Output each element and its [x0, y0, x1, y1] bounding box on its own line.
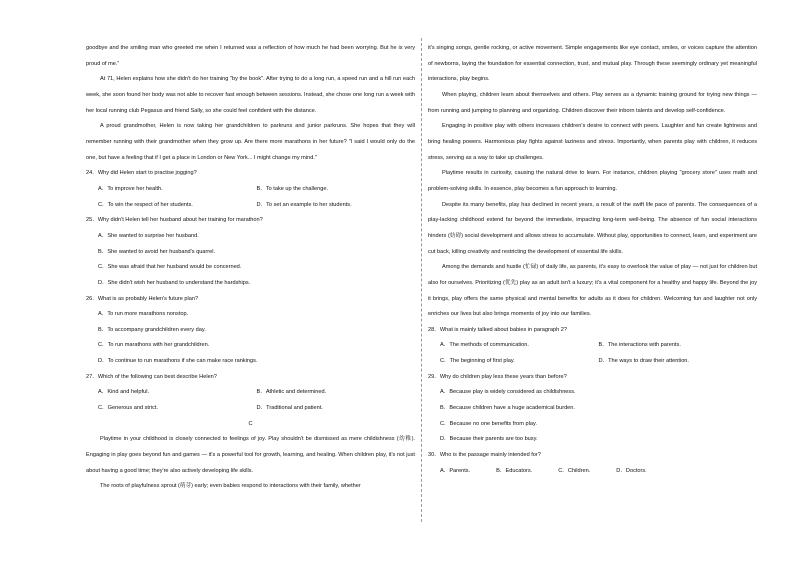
option-c[interactable]: C．Because no one benefits from play.: [440, 420, 537, 427]
question-options: [86, 229, 415, 292]
option-b[interactable]: B．Educators.: [496, 467, 533, 474]
option-b[interactable]: B．She wanted to avoid her husband's quarrel.: [98, 248, 216, 255]
question-options: [428, 385, 757, 448]
section-label: C: [248, 420, 253, 427]
option-d[interactable]: D．To set an example to her students.: [256, 201, 352, 208]
option-a[interactable]: A．To run more marathons nonstop.: [98, 311, 189, 318]
option-c[interactable]: C．Generous and strict.: [98, 405, 159, 412]
paragraph-left-0: goodbye and the smiling man who greeted me when I returned was a reflection of how much he had been worrying. But he is very proud of me.”: [86, 45, 415, 67]
question-stem: 27．Which of the following can best describe Helen?: [86, 373, 217, 380]
option-d[interactable]: D．Doctors.: [616, 467, 647, 474]
question-stem: 29．Why do children play less these years than before?: [428, 373, 567, 380]
option-b[interactable]: B．Because children have a huge academical burden.: [440, 405, 575, 412]
option-a[interactable]: A．She wanted to surprise her husband.: [98, 232, 199, 239]
option-a[interactable]: A．The methods of communication.: [440, 342, 529, 349]
option-b[interactable]: B．Athletic and determined.: [256, 389, 327, 396]
paragraph-right-5: Among the demands and hustle (忙碌) of daily life, as parents, it's easy to overlook the value of play — not just for children but also for ourselves. Prioritizing (优先) play as an adult isn't a luxury; it's a vital component for a healthy and happy life. Beyond the joy it brings, play offers the same physical and mental benefits for adults as it does for children. Welcoming fun and laughter not only enriches our lives but also brings moments of joy into our families.: [428, 264, 757, 318]
question-26: [86, 292, 415, 370]
column-divider: [421, 38, 422, 522]
question-options: [428, 464, 757, 480]
option-d[interactable]: D．She didn't wish her husband to understand the hardships.: [98, 279, 251, 286]
paragraph-left-2: A proud grandmother, Helen is now taking her grandchildren to parkruns and junior parkruns. She hopes that they will remember running with their grandmother when they grow up. Are there more marathons in her future? "I said I would only do the one, but have a feeling that if I get a place in London or New York... I might change my mind.": [86, 123, 415, 161]
question-stem: 24．Why did Helen start to practise jogging?: [86, 170, 197, 177]
left-column: [86, 41, 415, 495]
option-a[interactable]: A．To improve her health.: [98, 185, 163, 192]
paragraph-left-3: Playtime in your childhood is closely connected to feelings of joy. Play shouldn't be dismissed as mere childishness (幼稚). Engaging in play goes beyond fun and games — it's a powerful tool for growth, learning, and healing. When children play, it's not just about having a good time; they're also actively developing life skills.: [86, 436, 415, 474]
option-c[interactable]: C．The beginning of first play.: [440, 358, 515, 365]
question-27: [86, 370, 415, 417]
question-28: [428, 323, 757, 370]
option-b[interactable]: B．To take up the challenge.: [256, 185, 329, 192]
paragraph-left-1: At 71, Helen explains how she didn't do her training "by the book". After trying to do a long run, a speed run and a hill run each week, she soon found her body was not able to recover fast enough between sessions. Instead, she chose one long run a week with her local running club Pegasus and friend Sally, so she could feel confident with the distance.: [86, 76, 415, 114]
paragraph-right-4: Despite its many benefits, play has declined in recent years, a result of the swift life pace of parents. The consequences of a play-lacking childhood extend far beyond the immediate, impacting long-term well-being. The absence of fun social interactions hinders (妨碍) social development and allows stress to accumulate. Without play, opportunities to connect, learn, and experiment are cut back, killing creativity and restricting the development of essential life skills.: [428, 201, 757, 255]
paragraph-right-1: When playing, children learn about themselves and others. Play serves as a dynamic training ground for trying new things — from running and jumping to planning and organizing. Children discover their inborn talents and develop self-confidence.: [428, 91, 757, 114]
question-stem: 28．What is mainly talked about babies in paragraph 2?: [428, 326, 567, 333]
question-25: [86, 213, 415, 291]
question-stem: 26．What is as probably Helen's future plan?: [86, 295, 199, 302]
question-options: [86, 307, 415, 370]
paragraph-left-4: The roots of playfulness sprout (萌芽) early; even babies respond to interactions with their family, whether: [100, 483, 361, 490]
option-a[interactable]: A．Parents.: [440, 467, 471, 474]
question-stem: 25．Why didn't Helen tell her husband about her training for marathon?: [86, 217, 263, 224]
question-options: [428, 338, 757, 369]
option-d[interactable]: D．The ways to draw their attention.: [598, 358, 689, 365]
paragraph-right-2: Engaging in positive play with others increases children's desire to connect with peers. Laughter and fun create lightness and bring healing powers. Harmonious play fights against laziness and stress. Importantly, when parents play with children, it reduces stress, serving as a way to take up challenges.: [428, 123, 757, 161]
option-c[interactable]: C．She was afraid that her husband would be concerned.: [98, 264, 242, 271]
right-column: [428, 41, 757, 479]
option-c[interactable]: C．To win the respect of her students.: [98, 201, 193, 208]
paragraph-right-3: Playtime results in curiosity, causing the natural drive to learn. For instance, children playing "grocery store" uses math and problem-solving skills. In essence, play becomes a fun approach to learning.: [428, 170, 757, 192]
question-stem: 30．Who is the passage mainly intended for?: [428, 452, 541, 459]
paragraph-right-0: it's singing songs, gentle rocking, or active movement. Simple engagements like eye contact, smiles, or voices capture the attention of newborns, laying the foundation for essential connection, trust, and mutual play. Through these seemingly ordinary yet meaningful interactions, play begins.: [428, 45, 757, 83]
question-options: [86, 182, 415, 213]
question-29: [428, 370, 757, 448]
option-a[interactable]: A．Kind and helpful.: [98, 389, 149, 396]
question-options: [86, 385, 415, 416]
option-b[interactable]: B．The interactions with parents.: [598, 342, 681, 349]
option-c[interactable]: C．To run marathons with her grandchildren.: [98, 342, 210, 349]
option-d[interactable]: D．Because their parents are too busy.: [440, 436, 538, 443]
option-c[interactable]: C．Children.: [558, 467, 591, 474]
option-d[interactable]: D．To continue to run marathons if she can make race rankings.: [98, 358, 258, 365]
question-30: [428, 448, 757, 479]
option-d[interactable]: D．Traditional and patient.: [256, 405, 323, 412]
question-24: [86, 166, 415, 213]
option-b[interactable]: B．To accompany grandchildren every day.: [98, 326, 206, 333]
option-a[interactable]: A．Because play is widely considered as childishness.: [440, 389, 576, 396]
